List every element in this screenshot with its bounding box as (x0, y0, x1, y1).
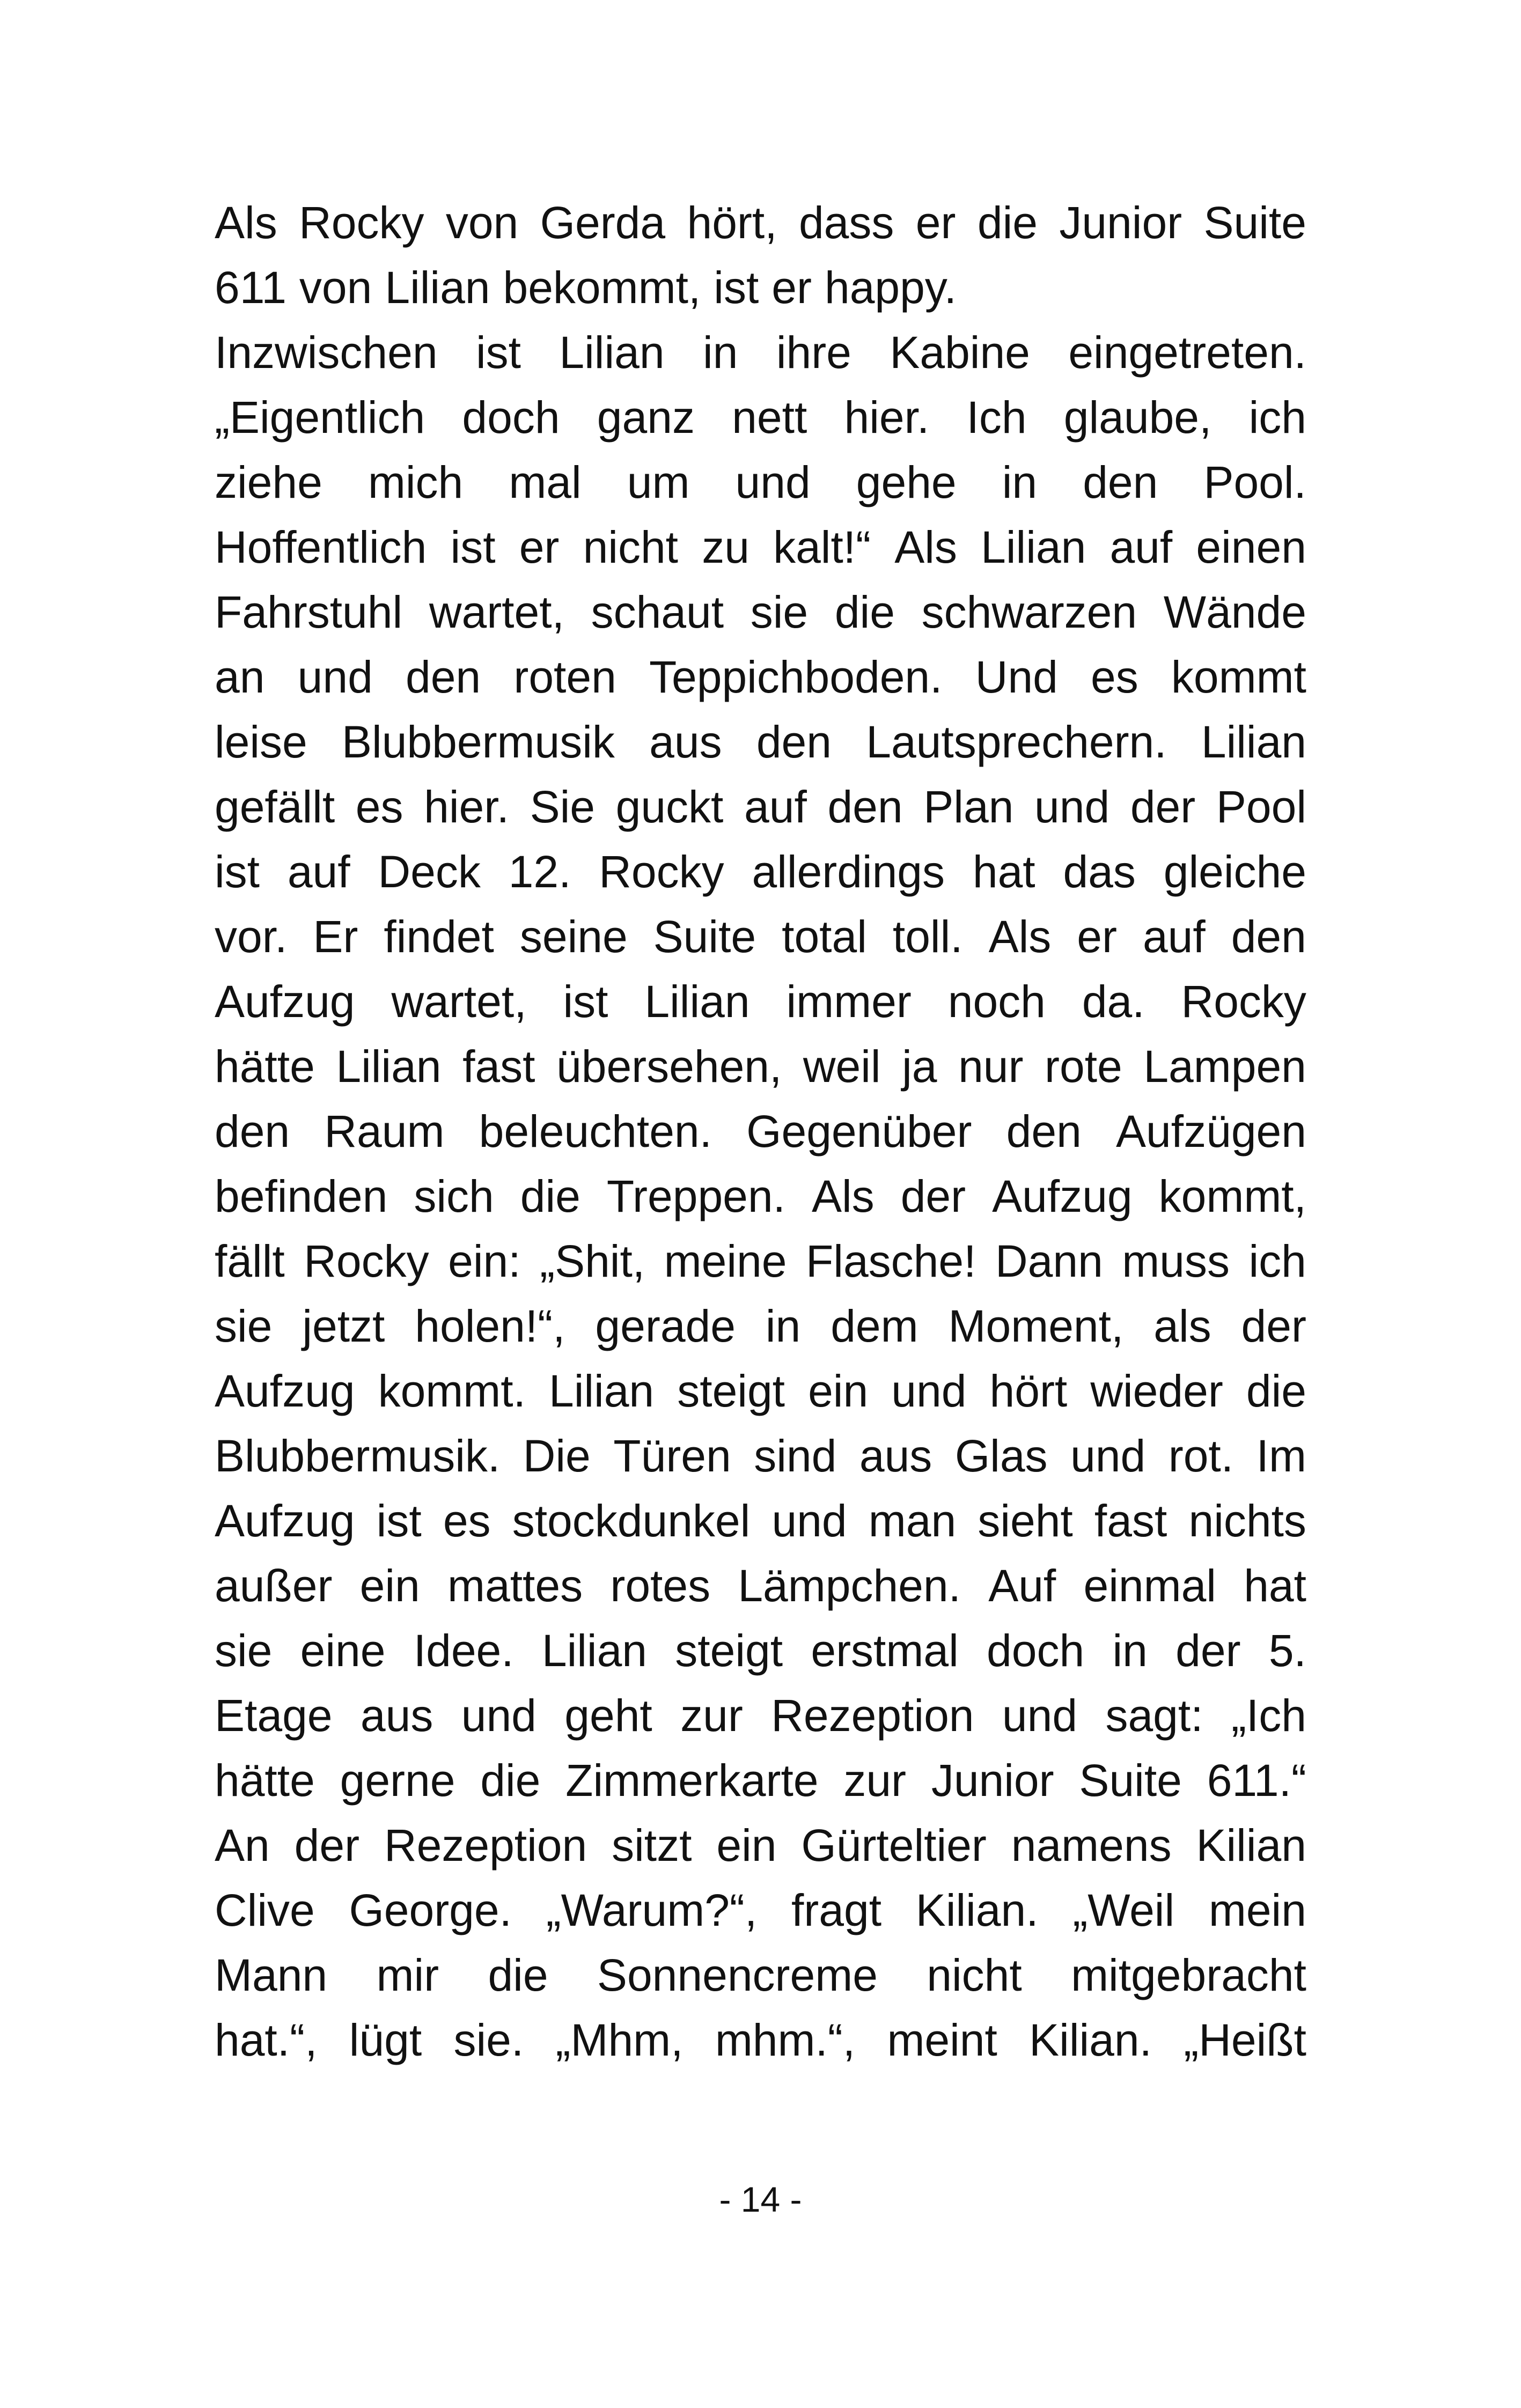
word: der (1241, 1301, 1306, 1351)
word: hat (1244, 1560, 1306, 1611)
word: noch (947, 976, 1046, 1027)
word: Kilian (1196, 1820, 1306, 1871)
word: roten (513, 652, 616, 702)
word: Lampen (1143, 1041, 1306, 1092)
word: steigt (677, 1366, 785, 1416)
word: Im (1256, 1431, 1306, 1481)
word: „Eigentlich (215, 392, 425, 443)
word: nicht (583, 522, 679, 572)
word: den (827, 782, 903, 832)
word: Deck (378, 846, 481, 897)
word: Junior (931, 1755, 1054, 1806)
word: fast (1094, 1496, 1167, 1546)
word: rote (1045, 1041, 1122, 1092)
body-text (215, 190, 1306, 2073)
word: übersehen, (556, 1041, 782, 1092)
word: Türen (613, 1431, 731, 1481)
word: „Mhm, (555, 2015, 684, 2065)
word: stockdunkel (512, 1496, 751, 1546)
word: total (782, 911, 867, 962)
word: Sonnencreme (597, 1950, 878, 2000)
word: 5. (1268, 1625, 1306, 1676)
word: Clive (215, 1885, 315, 1935)
word: von (445, 197, 519, 248)
word: die (520, 1171, 581, 1221)
word: aus (649, 717, 722, 767)
word: Kilian. (915, 1885, 1039, 1935)
word: sie. (453, 2015, 524, 2065)
word: mir (376, 1950, 439, 2000)
word: wieder (1090, 1366, 1223, 1416)
text-line (215, 1748, 1306, 1813)
word: beleuchten. (479, 1106, 712, 1157)
word: fällt (215, 1236, 285, 1286)
word: es (443, 1496, 491, 1546)
word: um (627, 457, 690, 507)
word: zur (680, 1690, 743, 1741)
word: Pool (1216, 782, 1306, 832)
word: erstmal (811, 1625, 959, 1676)
word: Rezeption (384, 1820, 587, 1871)
text-line (215, 1618, 1306, 1683)
word: Aufzug (215, 1496, 355, 1546)
word: doch (462, 392, 560, 443)
word: Aufzug (215, 1366, 355, 1416)
word: und (891, 1366, 967, 1416)
word: ein (716, 1820, 777, 1871)
text-line (215, 1878, 1306, 1943)
word: sind (754, 1431, 837, 1481)
word: meint (887, 2015, 997, 2065)
word: Lilian (549, 1366, 655, 1416)
word: Lilian (541, 1625, 648, 1676)
word: leise (215, 717, 307, 767)
word: in (1112, 1625, 1148, 1676)
word: schaut (591, 587, 724, 637)
word: Moment, (948, 1301, 1124, 1351)
text-line (215, 645, 1306, 710)
word: Lilian (981, 522, 1086, 572)
word: Flasche! (805, 1236, 976, 1286)
word: er (771, 262, 812, 313)
word: fast (462, 1041, 535, 1092)
word: den (406, 652, 481, 702)
word: Junior (1059, 197, 1182, 248)
word: einen (1196, 522, 1306, 572)
word: doch (987, 1625, 1085, 1676)
word: er (915, 197, 956, 248)
word: Als (894, 522, 957, 572)
text-line (215, 450, 1306, 515)
word: mhm.“, (715, 2015, 856, 2065)
word: den (1231, 911, 1306, 962)
word: Gürteltier (801, 1820, 987, 1871)
word: Suite (1079, 1755, 1182, 1806)
word: gleiche (1163, 846, 1306, 897)
word: Treppen. (606, 1171, 785, 1221)
text-line (215, 1294, 1306, 1359)
word: ich (1248, 1236, 1306, 1286)
word: gerne (340, 1755, 455, 1806)
word: auf (744, 782, 807, 832)
word: zur (843, 1755, 907, 1806)
word: Blubbermusik. (215, 1431, 501, 1481)
word: Inzwischen (215, 327, 438, 378)
word: Kilian. (1029, 2015, 1152, 2065)
word: hätte (215, 1041, 315, 1092)
word: rotes (610, 1560, 711, 1611)
word: Lilian (1201, 717, 1306, 767)
text-line (215, 385, 1306, 450)
word: findet (384, 911, 494, 962)
word: wartet, (429, 587, 564, 637)
word: ist (714, 262, 759, 313)
word: holen!“, (415, 1301, 565, 1351)
word: sitzt (612, 1820, 692, 1871)
word: „Heißt (1184, 2015, 1306, 2065)
word: auf (1109, 522, 1173, 572)
word: „Warum?“, (546, 1885, 758, 1935)
word: der (1175, 1625, 1241, 1676)
word: Mann (215, 1950, 328, 2000)
word: happy. (824, 262, 957, 313)
word: und (1034, 782, 1110, 832)
word: vor. (215, 911, 288, 962)
word: kommt. (378, 1366, 526, 1416)
word: Rocky (304, 1236, 429, 1286)
word: Etage (215, 1690, 333, 1741)
word: er (1077, 911, 1117, 962)
text-line (215, 775, 1306, 840)
word: da. (1082, 976, 1145, 1027)
word: Dann (995, 1236, 1103, 1286)
word: von (299, 262, 372, 313)
word: ist (563, 976, 608, 1027)
word: mal (509, 457, 582, 507)
word: dass (798, 197, 894, 248)
word: Ich (966, 392, 1027, 443)
word: an (215, 652, 265, 702)
word: in (1002, 457, 1038, 507)
word: es (355, 782, 403, 832)
word: einmal (1083, 1560, 1216, 1611)
text-line (215, 1099, 1306, 1164)
word: der (294, 1820, 360, 1871)
word: es (1091, 652, 1138, 702)
word: sie (215, 1625, 273, 1676)
word: Fahrstuhl (215, 587, 403, 637)
word: hört (989, 1366, 1068, 1416)
word: 611 (215, 262, 286, 313)
word: zu (702, 522, 750, 572)
word: steigt (675, 1625, 783, 1676)
word: Rocky (299, 197, 424, 248)
word: hätte (215, 1755, 315, 1806)
word: ganz (597, 392, 695, 443)
text-line (215, 1943, 1306, 2008)
word: sich (414, 1171, 494, 1221)
word: Als (811, 1171, 875, 1221)
word: die (977, 197, 1038, 248)
word: geht (564, 1690, 652, 1741)
word: Blubbermusik (342, 717, 615, 767)
word: den (756, 717, 832, 767)
text-line (215, 190, 1306, 255)
text-line (215, 969, 1306, 1034)
word: rot. (1168, 1431, 1234, 1481)
word: Hoffentlich (215, 522, 427, 572)
text-line (215, 1034, 1306, 1099)
word: ihre (776, 327, 851, 378)
word: kalt!“ (773, 522, 871, 572)
word: man (868, 1496, 957, 1546)
word: außer (215, 1560, 333, 1611)
word: glaube, (1063, 392, 1212, 443)
word: mich (368, 457, 464, 507)
word: Als (215, 197, 277, 248)
word: schwarzen (921, 587, 1137, 637)
word: Gegenüber (746, 1106, 972, 1157)
word: Lilian (644, 976, 750, 1027)
word: allerdings (752, 846, 945, 897)
word: 611.“ (1207, 1755, 1306, 1806)
word: lügt (349, 2015, 422, 2065)
word: weil (803, 1041, 881, 1092)
text-line (215, 904, 1306, 969)
word: als (1153, 1301, 1211, 1351)
word: „Weil (1072, 1885, 1175, 1935)
word: fragt (791, 1885, 882, 1935)
word: sieht (978, 1496, 1073, 1546)
word: ja (902, 1041, 937, 1092)
word: er (519, 522, 560, 572)
word: den (1083, 457, 1158, 507)
word: guckt (615, 782, 724, 832)
word: die (834, 587, 895, 637)
word: und (771, 1496, 847, 1546)
word: und (735, 457, 811, 507)
word: auf (287, 846, 350, 897)
word: ist (376, 1496, 422, 1546)
word: und (461, 1690, 537, 1741)
word: Aufzügen (1116, 1106, 1306, 1157)
word: Die (523, 1431, 591, 1481)
word: auf (1142, 911, 1206, 962)
word: George. (349, 1885, 512, 1935)
word: ziehe (215, 457, 322, 507)
word: gehe (856, 457, 957, 507)
word: gerade (595, 1301, 736, 1351)
word: sie (215, 1301, 273, 1351)
word: Glas (954, 1431, 1048, 1481)
word: aus (859, 1431, 932, 1481)
word: kommt (1171, 652, 1306, 702)
word: sie (750, 587, 809, 637)
word: Teppichboden. (649, 652, 943, 702)
text-line (215, 1424, 1306, 1489)
word: Suite (653, 911, 756, 962)
word: nichts (1188, 1496, 1306, 1546)
word: wartet, (391, 976, 527, 1027)
word: den (215, 1106, 290, 1157)
word: der (900, 1171, 966, 1221)
page-number: - 14 - (719, 2179, 802, 2219)
word: in (765, 1301, 801, 1351)
text-line (215, 710, 1306, 775)
text-line (215, 255, 1306, 320)
word: Suite (1203, 197, 1306, 248)
word: „Shit, (540, 1236, 645, 1286)
word: jetzt (302, 1301, 385, 1351)
word: hier. (844, 392, 930, 443)
word: Sie (530, 782, 595, 832)
text-line (215, 1229, 1306, 1294)
word: namens (1011, 1820, 1172, 1871)
word: immer (786, 976, 912, 1027)
word: Kabine (890, 327, 1030, 378)
word: eingetreten. (1068, 327, 1306, 378)
word: Lämpchen. (738, 1560, 961, 1611)
word: ist (475, 327, 521, 378)
text-line (215, 1553, 1306, 1618)
word: eine (300, 1625, 386, 1676)
word: Gerda (540, 197, 666, 248)
word: bekommt, (503, 262, 701, 313)
word: kommt, (1158, 1171, 1306, 1221)
word: Rocky (599, 846, 724, 897)
word: „Ich (1231, 1690, 1306, 1741)
word: der (1130, 782, 1196, 832)
word: gefällt (215, 782, 335, 832)
word: dem (831, 1301, 919, 1351)
word: ein (359, 1560, 420, 1611)
word: seine (519, 911, 628, 962)
word: hat.“, (215, 2015, 318, 2065)
text-line (215, 1164, 1306, 1229)
word: aus (360, 1690, 433, 1741)
word: hier. (424, 782, 509, 832)
word: muss (1122, 1236, 1230, 1286)
word: Aufzug (215, 976, 355, 1027)
word: Lilian (336, 1041, 442, 1092)
word: Und (975, 652, 1058, 702)
word: ich (1248, 392, 1306, 443)
word: An (215, 1820, 270, 1871)
word: Er (313, 911, 358, 962)
word: hört, (687, 197, 777, 248)
word: in (702, 327, 738, 378)
word: Aufzug (992, 1171, 1133, 1221)
word: sagt: (1105, 1690, 1203, 1741)
word: und (1002, 1690, 1078, 1741)
word: ist (450, 522, 496, 572)
text-line (215, 2008, 1306, 2073)
word: Rocky (1181, 976, 1306, 1027)
word: Als (988, 911, 1052, 962)
word: das (1063, 846, 1136, 897)
word: toll. (892, 911, 963, 962)
text-line (215, 1359, 1306, 1424)
word: nur (958, 1041, 1024, 1092)
word: Lilian (559, 327, 665, 378)
word: die (488, 1950, 548, 2000)
text-line (215, 1489, 1306, 1553)
text-line (215, 840, 1306, 904)
word: Wände (1163, 587, 1306, 637)
text-line (215, 515, 1306, 580)
word: mitgebracht (1071, 1950, 1306, 2000)
text-line (215, 320, 1306, 385)
word: die (1246, 1366, 1306, 1416)
word: und (297, 652, 373, 702)
word: Lautsprechern. (866, 717, 1167, 767)
word: Pool. (1203, 457, 1306, 507)
word: Rezeption (771, 1690, 974, 1741)
word: nett (732, 392, 807, 443)
word: Auf (988, 1560, 1056, 1611)
word: ein (808, 1366, 869, 1416)
word: die (480, 1755, 541, 1806)
word: nicht (927, 1950, 1022, 2000)
word: ist (215, 846, 260, 897)
word: hat (972, 846, 1035, 897)
word: mein (1208, 1885, 1306, 1935)
word: und (1070, 1431, 1146, 1481)
word: befinden (215, 1171, 388, 1221)
text-line (215, 1683, 1306, 1748)
word: Raum (324, 1106, 445, 1157)
word: Zimmerkarte (565, 1755, 819, 1806)
text-line (215, 580, 1306, 645)
text-line (215, 1813, 1306, 1878)
word: Plan (923, 782, 1014, 832)
word: 12. (508, 846, 571, 897)
word: Idee. (413, 1625, 514, 1676)
word: meine (664, 1236, 787, 1286)
word: ein: (448, 1236, 521, 1286)
word: Lilian (385, 262, 490, 313)
word: den (1006, 1106, 1082, 1157)
word: mattes (447, 1560, 583, 1611)
